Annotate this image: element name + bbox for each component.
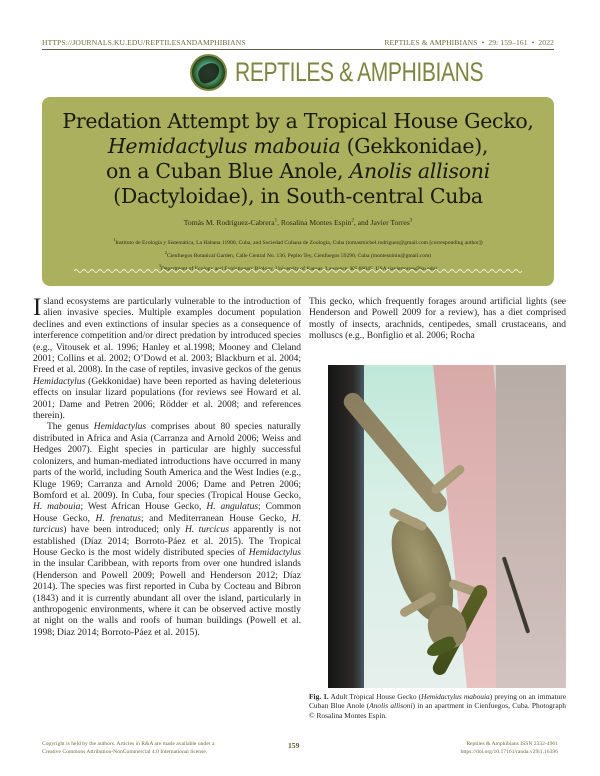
wavy-divider xyxy=(74,265,522,274)
text-run: (Gekkonidae) have been reported as having deleterious effects on insular lizard populations (for reviews see Howard et al. 2001; Dame and Petren 2006; Rödder et al. 2008; and references therein). xyxy=(33,376,301,422)
affiliation-text: Department of Ecology and Evolutionary Biology, University of Kansas, Lawrence, KS 66045, USA (javiertorres@ku.edu) xyxy=(160,265,438,272)
body-right-column xyxy=(309,297,566,343)
text-run: ) have been introduced; only xyxy=(63,525,185,536)
journal-logo-icon xyxy=(190,54,227,91)
title-line-2 xyxy=(42,134,554,159)
author-sup: 2 xyxy=(351,218,354,224)
affiliation-text: Cienfuegos Botanical Garden, Calle Central No. 136, Pepito Tey, Cienfuegos 59290, Cuba (montesninin@gmail.com) xyxy=(166,252,432,259)
author-sup: 1 xyxy=(274,218,278,224)
title-species-2: Anolis allisoni xyxy=(349,159,490,183)
text-run: comprises about 80 species naturally distributed in Africa and Asia (Carranza and Arnold 2006; Weiss and Hedges 2007). Eight species in particular are highly successful colonizers, and human-mediated introductions have occurred in many parts of the world, including South America and the West Indies (e.g., Kluge 1969; Carranza and Arnold 2006; Dame and Petren 2006; Bomford et al. 2009). In Cuba, four species (Tropical House Gecko, xyxy=(33,422,302,501)
species-name: Anolis allisoni xyxy=(369,701,413,711)
volume-pages: 29: 159–161 xyxy=(488,38,528,47)
text-run: ) preying on an immature Cuban Blue Anole ( xyxy=(309,692,566,711)
author-list xyxy=(42,218,554,227)
year: 2022 xyxy=(538,38,554,47)
genus-name: Hemidactylus xyxy=(248,547,301,558)
text-run: Adult Tropical House Gecko ( xyxy=(328,692,422,701)
body-left-column xyxy=(33,294,302,639)
paragraph-1 xyxy=(33,294,301,422)
affiliation-sup: 3 xyxy=(158,262,161,268)
bullet: • xyxy=(531,38,535,47)
doi-link[interactable]: https://doi.org/10.17161/randa.v29i1.16396 xyxy=(460,748,558,755)
paragraph-3: This gecko, which frequently forages around artificial lights (see Henderson and Powell 2009 for a review), has a diet comprised mostly of insects, arachnids, centipedes, small crustaceans, and molluscs (e.g., Bonfiglio et al. 2006; Rocha xyxy=(309,297,566,342)
citation-info xyxy=(384,38,554,47)
title-panel xyxy=(42,97,554,286)
species-name: H. angulatus xyxy=(206,502,259,513)
license-line: Copyright is held by the authors. Articles in R&A are made available under a xyxy=(42,741,215,747)
figure-label: Fig. 1. xyxy=(309,692,329,701)
paragraph-2 xyxy=(33,422,301,639)
journal-url[interactable]: HTTPS://JOURNALS.KU.EDU/REPTILESANDAMPHIBIANS xyxy=(42,38,246,47)
text-run: ; West African House Gecko, xyxy=(80,502,207,513)
affiliation-text: Instituto de Ecología y Sistemática, La Habana 11900, Cuba, and Sociedad Cubana de Zoología, Cuba (tomasmichel.rodriguez@gmail.com [corresponding author]) xyxy=(115,239,483,246)
species-name: H. mabouia xyxy=(33,502,81,513)
journal-issn-doi xyxy=(420,741,558,756)
author: Tomás M. Rodríguez-Cabrera xyxy=(183,218,275,227)
affiliation xyxy=(42,235,554,248)
author-sep: , xyxy=(277,218,281,227)
affiliation-sup: 2 xyxy=(164,249,167,255)
text-run: ) in an apartment in Cienfuegos, Cuba. Photograph © Rosalina Montes Espín. xyxy=(309,701,566,720)
page-number: 159 xyxy=(288,741,300,750)
text-run: in the insular Caribbean, with reports from over one hundred islands (Henderson and Powell 2009; Powell and Henderson 2012; Díaz 2014). The species was first reported in Cuba by Cocteau and Bibron (1843) and it is currently abundant all over the island, particularly in anthropogenic environments, where it can be observed active mostly at night on the walls and roofs of human buildings (Powell et al. 1998; Díaz 2014; Borroto-Páez et al. 2015). xyxy=(33,559,301,638)
author-sep: , and xyxy=(353,218,371,227)
license-line[interactable]: Creative Commons Attribution-NonCommercial 4.0 International license. xyxy=(42,748,208,755)
author-sup: 3 xyxy=(409,218,413,224)
masthead-title: REPTILES & AMPHIBIANS xyxy=(235,56,484,87)
license-notice xyxy=(42,741,242,756)
title-line-3-start: on a Cuban Blue Anole, xyxy=(106,159,350,183)
title-line-3 xyxy=(42,159,554,184)
species-name: Hemidactylus mabouia xyxy=(421,692,490,701)
title-line-1: Predation Attempt by a Tropical House Gecko, xyxy=(62,109,534,133)
photo-grey-wall xyxy=(496,365,566,688)
title-line-4: (Dactyloidae), in South-central Cuba xyxy=(113,184,483,208)
bullet: • xyxy=(481,38,485,47)
masthead xyxy=(190,52,553,92)
affiliation-sup: 1 xyxy=(113,237,116,242)
species-name: H. turcicus xyxy=(33,513,301,536)
journal-name: REPTILES & AMPHIBIANS xyxy=(384,38,478,47)
text-run: ; and Mediterranean House Gecko, xyxy=(141,513,292,524)
figure-caption xyxy=(309,692,566,720)
running-head xyxy=(42,36,554,50)
affiliation xyxy=(42,248,554,261)
text-run: The genus xyxy=(47,422,94,433)
figure-photo xyxy=(328,365,566,688)
author: Javier Torres xyxy=(370,218,410,227)
issn: Reptiles & Amphibians ISSN 2332-4961 xyxy=(466,741,558,747)
genus-name: Hemidactylus xyxy=(33,376,86,387)
author: Rosalina Montes Espín xyxy=(280,218,352,227)
drop-cap: I xyxy=(33,294,42,321)
species-name: H. turcicus xyxy=(184,525,229,536)
title-family-1: (Gekkonidae), xyxy=(340,134,489,158)
article-title xyxy=(42,109,554,209)
text-run: ; Common House Gecko, xyxy=(33,502,301,524)
species-name: H. frenatus xyxy=(95,513,142,524)
text-run: apparently is not established (Díaz 2014; Borroto-Páez et al. 2015). The Tropical House Gecko is the most widely distributed species of xyxy=(33,525,301,558)
title-species-1: Hemidactylus mabouia xyxy=(107,134,341,158)
lizard-silhouette-icon xyxy=(196,60,223,84)
text-run: sland ecosystems are particularly vulnerable to the introduction of alien invasive species. Multiple examples document population declines and even extinctions of insular species as a consequence of interference competition and/or direct predation by introduced species (e.g., Vitousek et al. 1996; Hanley et al.1998; Mooney and Cleland 2001; Collins et al. 2002; O’Dowd et al. 2003; Blackburn et al. 2004; Freed et al. 2008). In the case of reptiles, invasive geckos of the genus xyxy=(33,297,301,376)
genus-name: Hemidactylus xyxy=(93,422,147,433)
